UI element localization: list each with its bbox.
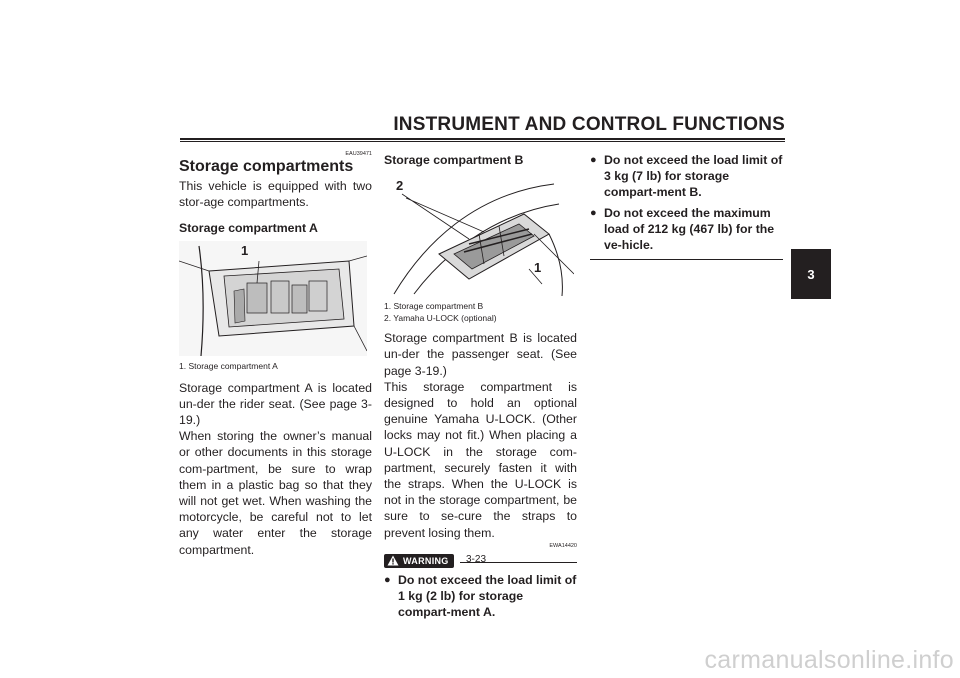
warning-item [384,572,577,621]
callout-1: 1 [241,242,249,258]
warning-item [590,205,783,254]
header-rule [180,138,785,140]
right-column [590,150,783,260]
chapter-title: INSTRUMENT AND CONTROL FUNCTIONS [393,114,785,135]
intro-paragraph: This vehicle is equipped with two stor-age compartments. [179,179,372,210]
warning-item-text: Do not exceed the load limit of 1 kg (2 lb) for storage compart-ment A. [398,572,577,620]
figure-caption: 1. Storage compartment A [179,360,278,371]
chapter-tab[interactable]: 3 [791,249,831,299]
warning-triangle-icon [387,555,399,566]
bullet-icon: ● [590,206,597,219]
callout-1: 1 [534,260,542,276]
middle-column [384,150,577,620]
section-title: Storage compartments [179,158,354,175]
compartment-a-location: Storage compartment A is located un-der the rider seat. (See page 3-19.) [179,380,372,428]
left-column [179,150,372,558]
bullet-icon: ● [590,154,597,166]
warning-code: EWA14420 [549,542,577,549]
header-rule-thin [180,141,785,142]
subheading-compartment-b: Storage compartment B [384,153,524,167]
compartment-b-instructions: This storage compartment is designed to hold an optional genuine Yamaha U-LOCK. (Other locks may not fit.) When placing a U-LOCK in the storage com-partment, securely fasten it with the straps. When the U-LOCK is not in the storage compartment, be sure to se-cure the straps to prevent losing them. [384,379,577,540]
callout-2: 2 [396,178,404,194]
warning-item [590,152,783,201]
warning-label: WARNING [403,555,449,566]
page-number: 3-23 [466,554,487,565]
compartment-a-illustration [179,241,367,356]
warning-end-rule [590,259,783,260]
compartment-a-instructions: When storing the owner’s manual or other documents in this storage com-partment, be sure to wrap them in a plastic bag so that they will not get wet. When washing the motorcycle, be careful not to let any water enter the storage compartment. [179,429,372,557]
figure-storage-compartment-b [384,174,574,296]
figure-caption-2: 2. Yamaha U-LOCK (optional) [384,313,497,324]
warning-badge [384,554,454,568]
compartment-b-illustration [384,174,574,296]
warning-item-text: Do not exceed the maximum load of 212 kg (467 lb) for the ve-hicle. [604,205,775,253]
section-code: EAU39471 [345,151,372,157]
figure-storage-compartment-a [179,241,367,356]
warning-item-text: Do not exceed the load limit of 3 kg (7 lb) for storage compart-ment B. [604,153,783,200]
subheading-compartment-a: Storage compartment A [179,221,318,236]
compartment-b-location: Storage compartment B is located un-der the passenger seat. (See page 3-19.) [384,331,577,378]
watermark: carmanualsonline.info [704,646,954,674]
bullet-icon: ● [384,573,391,586]
figure-caption-1: 1. Storage compartment B [384,301,484,312]
